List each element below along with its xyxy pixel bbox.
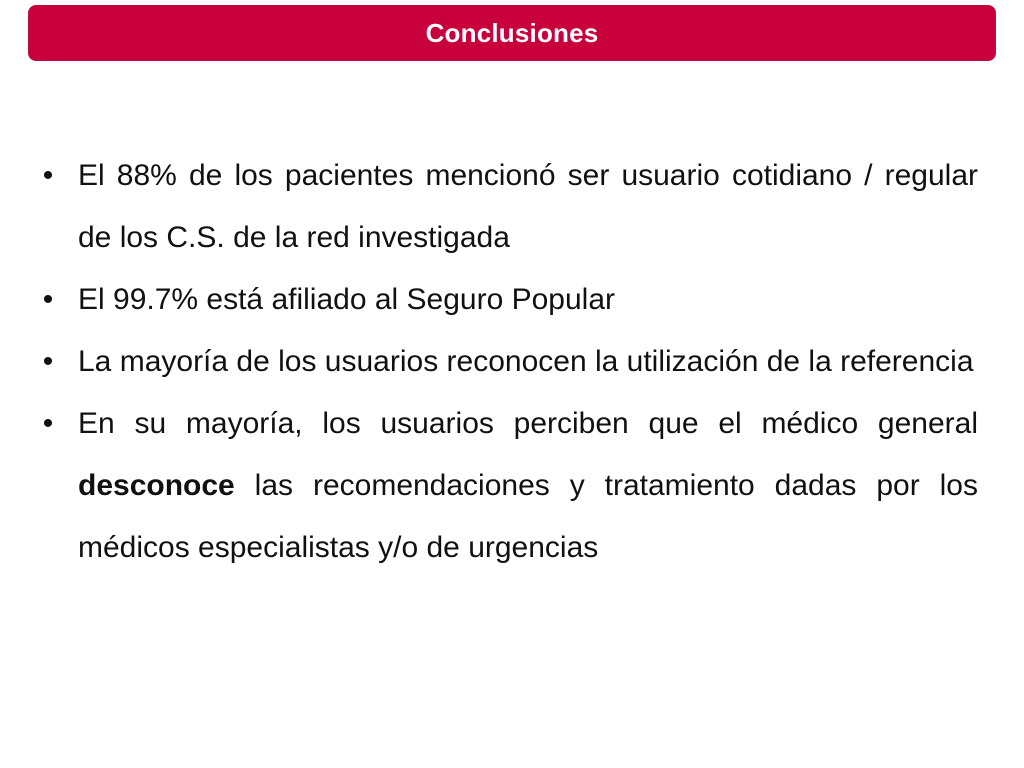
bullet-text: El 99.7% está afiliado al Seguro Popular — [78, 283, 616, 316]
bullet-icon: • — [42, 283, 54, 316]
bullet-icon: • — [42, 407, 54, 440]
bullet-text — [78, 407, 978, 564]
bullet-icon: • — [42, 345, 54, 378]
emphasis-text: desconoce — [78, 469, 235, 502]
bullet-text-part: En su mayoría, los usuarios perciben que el médico general — [78, 407, 978, 440]
bullet-item-2 — [38, 269, 978, 331]
bullet-item-3 — [38, 331, 978, 393]
title-bar — [28, 5, 996, 61]
bullet-item-1 — [38, 145, 978, 269]
bullet-icon: • — [42, 159, 54, 192]
bullet-text-part: las recomendaciones y tratamiento dadas por los médicos especialistas y/o de urgencias — [78, 469, 978, 564]
bullet-text: El 88% de los pacientes mencionó ser usuario cotidiano / regular de los C.S. de la red investigada — [78, 159, 978, 254]
bullet-list — [38, 145, 978, 579]
bullet-text: La mayoría de los usuarios reconocen la utilización de la referencia — [78, 345, 974, 378]
bullet-item-4 — [38, 393, 978, 579]
slide-title: Conclusiones — [425, 17, 599, 48]
